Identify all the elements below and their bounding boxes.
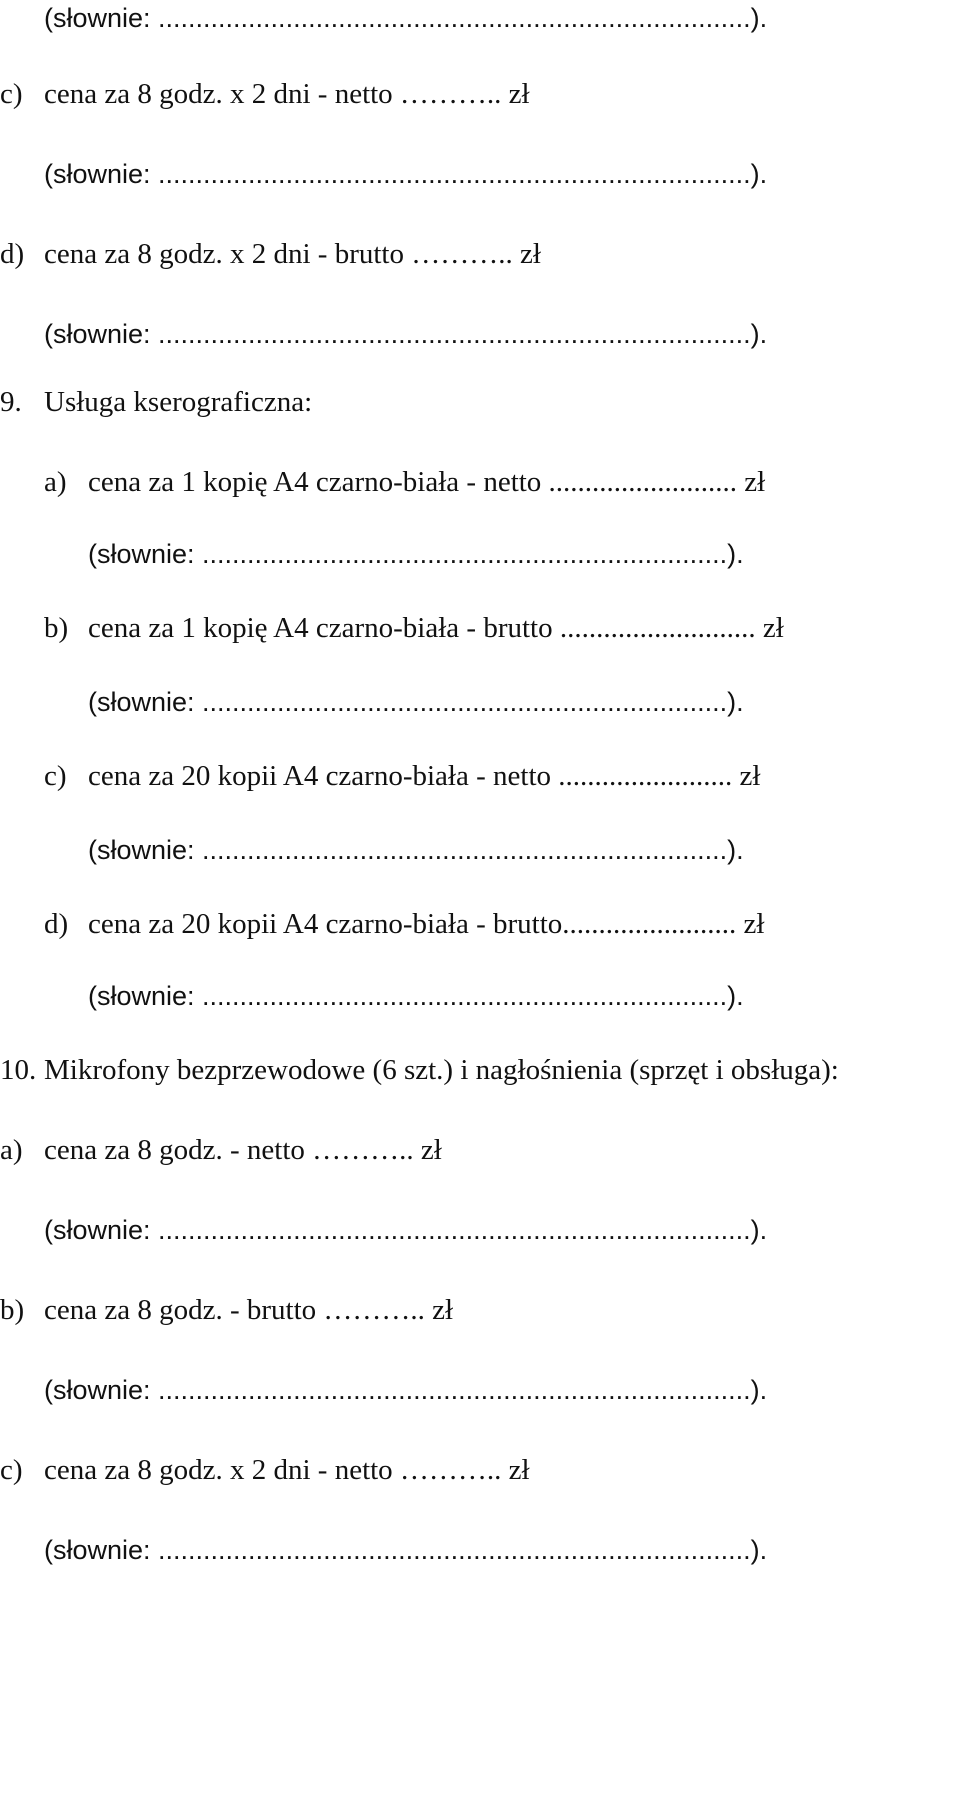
slownie-text: (słownie: ......................................................................). xyxy=(88,981,744,1011)
item-text: cena za 8 godz. x 2 dni - brutto ……….. zł xyxy=(44,238,541,270)
item-label: b) xyxy=(0,1294,25,1326)
item-text: cena za 8 godz. - brutto ……….. zł xyxy=(44,1294,454,1326)
slownie-text: (słownie: ......................................................................). xyxy=(88,539,744,569)
item-text: cena za 8 godz. - netto ……….. zł xyxy=(44,1134,442,1166)
slownie-text: (słownie: ...............................................................................). xyxy=(44,319,768,349)
item-label: d) xyxy=(0,238,25,270)
item-label: a) xyxy=(44,466,67,498)
slownie-text: (słownie: ...............................................................................). xyxy=(44,1375,768,1405)
item-text: cena za 8 godz. x 2 dni - netto ……….. zł xyxy=(44,1454,530,1486)
slownie-text: (słownie: ...............................................................................). xyxy=(44,159,768,189)
item-label: a) xyxy=(0,1134,23,1166)
item-label: b) xyxy=(44,612,69,644)
item-label: c) xyxy=(0,78,23,110)
section-number: 9. xyxy=(0,386,22,418)
item-text: cena za 1 kopię A4 czarno-biała - netto .......................... zł xyxy=(88,466,766,498)
slownie-text: (słownie: ...............................................................................). xyxy=(44,1535,768,1565)
item-label: c) xyxy=(0,1454,23,1486)
slownie-text: (słownie: ......................................................................). xyxy=(88,835,744,865)
item-text: cena za 1 kopię A4 czarno-biała - brutto ........................... zł xyxy=(88,612,784,644)
item-label: d) xyxy=(44,908,69,940)
section-title: Usługa kserograficzna: xyxy=(44,386,313,418)
item-label: c) xyxy=(44,760,67,792)
slownie-text: (słownie: ......................................................................). xyxy=(88,687,744,717)
item-text: cena za 20 kopii A4 czarno-biała - netto ........................ zł xyxy=(88,760,761,792)
slownie-text: (słownie: ...............................................................................). xyxy=(44,1215,768,1245)
slownie-text: (słownie: ...............................................................................). xyxy=(44,3,768,33)
section-number: 10. xyxy=(0,1054,37,1086)
item-text: cena za 8 godz. x 2 dni - netto ……….. zł xyxy=(44,78,530,110)
section-title: Mikrofony bezprzewodowe (6 szt.) i nagłośnienia (sprzęt i obsługa): xyxy=(44,1054,839,1086)
item-text: cena za 20 kopii A4 czarno-biała - brutto........................ zł xyxy=(88,908,765,940)
